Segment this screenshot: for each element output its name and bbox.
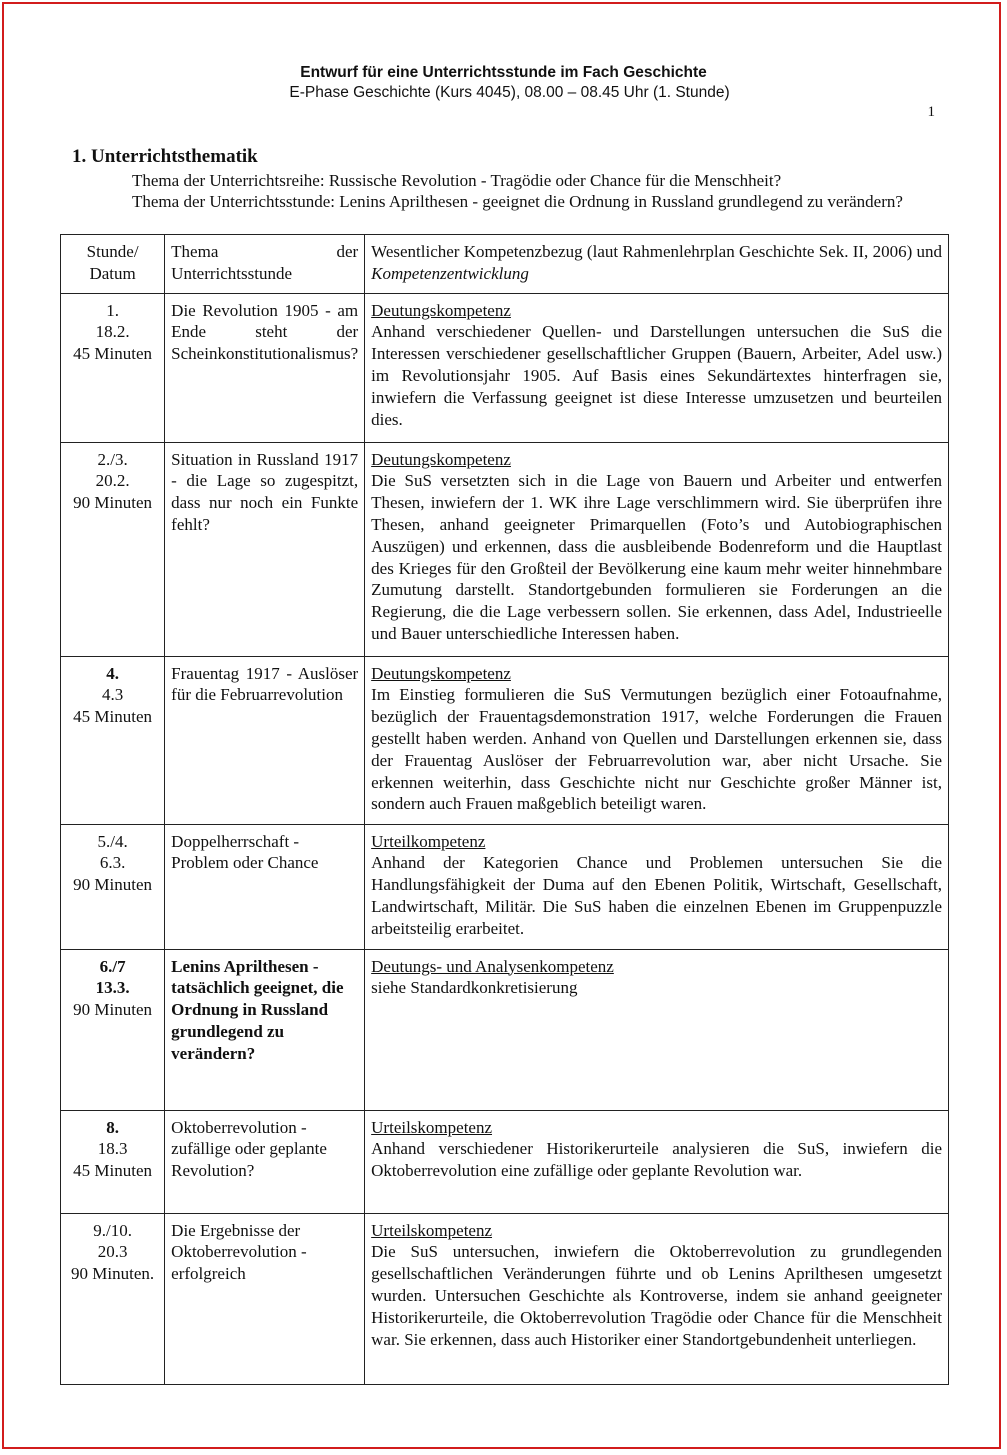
page-number: 1 — [927, 104, 935, 120]
competence-label: Deutungskompetenz — [371, 300, 511, 320]
lesson-duration: 45 Minuten — [73, 707, 153, 727]
competence-label: Deutungskompetenz — [371, 449, 511, 469]
lesson-date: 20.3 — [97, 1242, 128, 1262]
header-topic: Thema der Unterrichtsstunde — [165, 235, 365, 294]
competence-cell — [365, 293, 949, 442]
competence-text: siehe Standardkonkretisierung — [371, 978, 578, 998]
competence-label: Urteilskompetenz — [371, 1220, 493, 1240]
competence-label: Deutungs- und Analysenkompetenz — [371, 956, 614, 976]
competence-cell — [365, 1110, 949, 1213]
lesson-duration: 90 Minuten — [73, 493, 153, 513]
table-row — [61, 293, 949, 442]
lesson-topic: Thema der Unterrichtsstunde: Lenins Aprilthesen - geeignet die Ordnung in Russland grundlegend zu verändern? — [132, 192, 903, 211]
document-subtitle: E-Phase Geschichte (Kurs 4045), 08.00 – 08.45 Uhr (1. Stunde) — [289, 84, 730, 101]
header-competence — [365, 235, 949, 294]
table-row — [61, 1213, 949, 1384]
header-competence-text: Wesentlicher Kompetenzbezug (laut Rahmenlehrplan Geschichte Sek. II, 2006) und — [371, 242, 942, 261]
topic-cell: Frauentag 1917 - Auslöser für die Februarrevolution — [165, 656, 365, 824]
date-cell — [61, 656, 165, 824]
topic-cell: Doppelherrschaft - Problem oder Chance — [165, 824, 365, 949]
lesson-duration: 90 Minuten — [73, 1000, 153, 1020]
date-cell — [61, 442, 165, 656]
date-cell — [61, 824, 165, 949]
competence-label: Deutungskompetenz — [371, 663, 511, 683]
lesson-plan-table — [60, 234, 949, 1385]
lesson-duration: 45 Minuten — [73, 344, 153, 364]
table-header-row — [61, 235, 949, 294]
competence-text: Anhand verschiedener Historikerurteile analysieren die SuS, inwiefern die Oktoberrevolution eine zufällige oder geplante Revolution war. — [371, 1139, 942, 1181]
lesson-number: 4. — [106, 663, 119, 683]
lesson-date: 18.2. — [95, 322, 130, 342]
table-row — [61, 1110, 949, 1213]
competence-label: Urteilkompetenz — [371, 831, 486, 851]
lesson-date: 20.2. — [95, 471, 130, 491]
lesson-duration: 90 Minuten. — [71, 1264, 155, 1284]
date-cell — [61, 1213, 165, 1384]
header-competence-italic: Kompetenzentwicklung — [371, 263, 529, 283]
topic-cell: Oktoberrevolution - zufällige oder geplante Revolution? — [165, 1110, 365, 1213]
competence-cell — [365, 1213, 949, 1384]
lesson-number: 2./3. — [97, 449, 128, 469]
table-row — [61, 656, 949, 824]
competence-label: Urteilskompetenz — [371, 1117, 493, 1137]
competence-text: Anhand verschiedener Quellen- und Darstellungen untersuchen die SuS die Interessen verschiedener gesellschaftlicher Gruppen (Bauern, Arbeiter, Adel usw.) im Revolutionsjahr 1905. Auf Basis eines Sekundärtextes hinterfragen sie, inwiefern die Verfassung geeignet ist diese Interesse umzusetzen und beurteilen dies. — [371, 322, 942, 429]
lesson-duration: 45 Minuten — [73, 1161, 153, 1181]
competence-cell — [365, 656, 949, 824]
competence-text: Im Einstieg formulieren die SuS Vermutungen bezüglich einer Fotoaufnahme, bezüglich der Frauentagsdemonstration 1917, welche Forderungen die Frauen gestellt haben werden. Anhand von Quellen und Darstellungen erkennen sie, dass der Frauentag Auslöser der Februarrevolution war, aber nicht Ursache. Sie erkennen weiterhin, dass Geschichte nicht nur Geschichte großer Männer ist, sondern auch Frauen maßgeblich beteiligt waren. — [371, 685, 942, 814]
lesson-duration: 90 Minuten — [73, 875, 153, 895]
competence-cell — [365, 442, 949, 656]
series-topic: Thema der Unterrichtsreihe: Russische Revolution - Tragödie oder Chance für die Menschheit? — [132, 171, 782, 190]
table-row — [61, 824, 949, 949]
section-title: 1. Unterrichtsthematik — [72, 146, 258, 167]
lesson-date: 13.3. — [95, 978, 130, 998]
table-row-current — [61, 949, 949, 1110]
date-cell — [61, 1110, 165, 1213]
topic-cell: Die Ergebnisse der Oktoberrevolution - erfolgreich — [165, 1213, 365, 1384]
lesson-number: 5./4. — [97, 831, 128, 851]
lesson-date: 4.3 — [101, 685, 124, 705]
topic-cell: Die Revolution 1905 - am Ende steht der Scheinkonstitutionalismus? — [165, 293, 365, 442]
lesson-date: 6.3. — [99, 853, 126, 873]
lesson-date: 18.3 — [97, 1139, 128, 1159]
header-date: Stunde/ Datum — [61, 235, 165, 294]
lesson-number: 9./10. — [93, 1220, 132, 1240]
competence-text: Die SuS versetzten sich in die Lage von Bauern und Arbeiter und entwerfen Thesen, inwiefern der 1. WK ihre Lage verschlimmern wird. Sie überprüfen ihre Thesen, anhand geeigneter Primarquellen (Foto’s und Autobiographischen Auszügen) und erkennen, dass die ausbleibende Bodenreform und die Hauptlast des Krieges für den Großteil der Bevölkerung eine kaum mehr weiter hinnehmbare Zumutung darstellt. Standortgebunden formulieren sie Forderungen an die Regierung, die die Lage verbessern sollen. Sie erkennen, dass Adel, Industrieelle und Bauer unterschiedliche Interessen haben. — [371, 471, 942, 643]
table-row — [61, 442, 949, 656]
lesson-number: 1. — [106, 300, 119, 320]
date-cell — [61, 293, 165, 442]
lesson-number: 8. — [106, 1117, 119, 1137]
date-cell — [61, 949, 165, 1110]
competence-text: Die SuS untersuchen, inwiefern die Oktoberrevolution zu grundlegenden gesellschaftlichen Veränderungen führte und ob Lenins Aprilthesen umgesetzt wurden. Untersuchen Geschichte als Kontroverse, indem sie anhand geeigneter Historikerurteile, die Oktoberrevolution Tragödie oder Chance für die Menschheit war. Sie erkennen, dass auch Historiker einer Standortgebundenheit unterliegen. — [371, 1242, 942, 1349]
topic-cell: Situation in Russland 1917 - die Lage so zugespitzt, dass nur noch ein Funkte fehlt? — [165, 442, 365, 656]
competence-cell — [365, 949, 949, 1110]
lesson-number: 6./7 — [99, 956, 126, 976]
competence-text: Anhand der Kategorien Chance und Problemen untersuchen Sie die Handlungsfähigkeit der Duma auf den Ebenen Politik, Wirtschaft, Gesellschaft, Landwirtschaft, Militär. Die SuS haben die einzelnen Ebenen im Gruppenpuzzle arbeitsteilig erarbeitet. — [371, 853, 942, 938]
topic-cell: Lenins Aprilthesen - tatsächlich geeignet, die Ordnung in Russland grundlegend zu verändern? — [165, 949, 365, 1110]
document-title: Entwurf für eine Unterrichtsstunde im Fach Geschichte — [300, 64, 707, 81]
competence-cell — [365, 824, 949, 949]
